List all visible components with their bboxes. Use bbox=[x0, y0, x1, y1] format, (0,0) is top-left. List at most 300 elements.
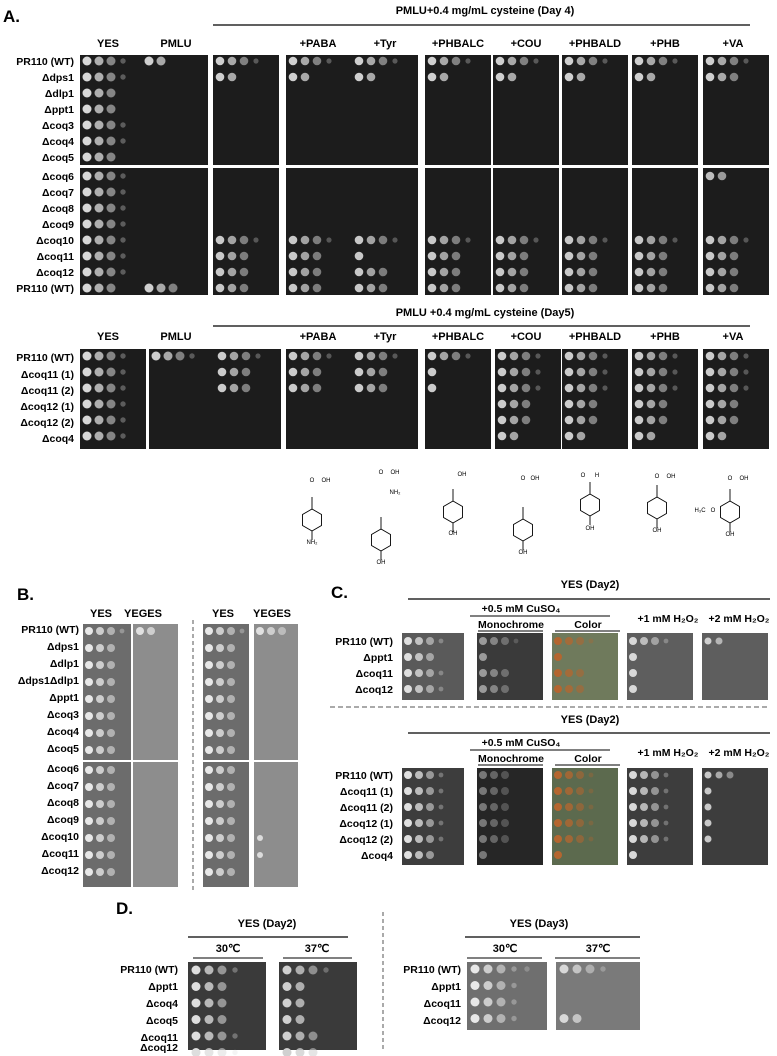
colony-spot bbox=[227, 729, 235, 737]
panel-a-top-plates bbox=[80, 55, 769, 295]
colony-spot bbox=[554, 819, 562, 827]
colony-spot bbox=[218, 982, 227, 991]
strain-label: Δdps1 bbox=[41, 72, 74, 84]
colony-spot bbox=[635, 73, 644, 82]
colony-spot bbox=[145, 57, 154, 66]
colony-spot bbox=[107, 783, 115, 791]
colony-spot bbox=[479, 787, 487, 795]
colony-spot bbox=[230, 368, 239, 377]
strain-label: Δcoq4 bbox=[145, 998, 178, 1010]
colony-spot bbox=[107, 137, 116, 146]
colony-spot bbox=[157, 284, 166, 293]
strain-label: Δcoq6 bbox=[41, 171, 74, 183]
colony-spot bbox=[589, 384, 598, 393]
colony-spot bbox=[205, 851, 213, 859]
colony-spot bbox=[718, 252, 727, 261]
strain-label: Δcoq4 bbox=[41, 136, 74, 148]
colony-spot bbox=[629, 653, 637, 661]
benzene-ring bbox=[372, 529, 391, 551]
colony-spot bbox=[659, 268, 668, 277]
colony-spot bbox=[83, 416, 92, 425]
plate-image bbox=[493, 55, 559, 165]
column-label: +VA bbox=[722, 38, 744, 50]
colony-spot bbox=[355, 284, 364, 293]
colony-spot bbox=[651, 771, 659, 779]
colony-spot bbox=[651, 803, 659, 811]
colony-spot bbox=[672, 385, 677, 390]
strain-label: PR110 (WT) bbox=[335, 636, 393, 648]
colony-spot bbox=[602, 353, 607, 358]
colony-spot bbox=[107, 384, 116, 393]
colony-spot bbox=[479, 819, 487, 827]
colony-spot bbox=[107, 220, 116, 229]
panel-a-top-header: PMLU+0.4 mg/mL cysteine (Day 4) bbox=[395, 5, 575, 17]
plate-image bbox=[702, 633, 768, 700]
colony-spot bbox=[706, 368, 715, 377]
colony-spot bbox=[227, 800, 235, 808]
chemical-structures bbox=[303, 470, 749, 566]
colony-spot bbox=[313, 252, 322, 261]
colony-spot bbox=[576, 685, 584, 693]
colony-spot bbox=[647, 432, 656, 441]
atom-label: OH bbox=[457, 472, 467, 478]
panel-c-top-row-labels bbox=[335, 636, 393, 696]
panel-d-right-row-labels bbox=[403, 964, 461, 1027]
colony-spot bbox=[83, 220, 92, 229]
colony-spot bbox=[565, 771, 573, 779]
strain-label: Δcoq12 bbox=[355, 684, 393, 696]
colony-spot bbox=[706, 384, 715, 393]
atom-label: O bbox=[580, 473, 586, 479]
colony-spot bbox=[664, 639, 669, 644]
plate-image bbox=[632, 168, 698, 295]
colony-spot bbox=[107, 678, 115, 686]
colony-spot bbox=[465, 353, 470, 358]
strain-label: Δcoq5 bbox=[145, 1015, 178, 1027]
colony-spot bbox=[706, 73, 715, 82]
colony-spot bbox=[706, 400, 715, 409]
colony-spot bbox=[629, 819, 637, 827]
colony-spot bbox=[216, 729, 224, 737]
colony-spot bbox=[508, 268, 517, 277]
strain-label: PR110 (WT) bbox=[403, 964, 461, 976]
colony-spot bbox=[706, 416, 715, 425]
colony-spot bbox=[242, 368, 251, 377]
colony-spot bbox=[479, 771, 487, 779]
colony-spot bbox=[230, 352, 239, 361]
colony-spot bbox=[228, 236, 237, 245]
colony-spot bbox=[301, 57, 310, 66]
atom-label: O bbox=[710, 508, 716, 514]
colony-spot bbox=[227, 868, 235, 876]
colony-spot bbox=[479, 803, 487, 811]
colony-spot bbox=[367, 284, 376, 293]
colony-spot bbox=[484, 981, 493, 990]
colony-spot bbox=[218, 999, 227, 1008]
cuso4-label: +0.5 mM CuSO₄ bbox=[481, 603, 561, 615]
colony-spot bbox=[589, 368, 598, 377]
colony-spot bbox=[216, 800, 224, 808]
colony-spot bbox=[589, 789, 594, 794]
colony-spot bbox=[565, 835, 573, 843]
colony-spot bbox=[218, 1032, 227, 1041]
colony-spot bbox=[240, 284, 249, 293]
colony-spot bbox=[718, 172, 727, 181]
colony-spot bbox=[415, 685, 423, 693]
color-label: Color bbox=[574, 619, 602, 631]
colony-spot bbox=[147, 627, 155, 635]
colony-spot bbox=[309, 966, 318, 975]
column-label: PMLU bbox=[160, 331, 192, 343]
colony-spot bbox=[496, 284, 505, 293]
colony-spot bbox=[232, 1033, 237, 1038]
colony-spot bbox=[95, 188, 104, 197]
colony-spot bbox=[554, 771, 562, 779]
temp-37-label: 37℃ bbox=[304, 943, 330, 955]
colony-spot bbox=[440, 252, 449, 261]
colony-spot bbox=[216, 695, 224, 703]
strain-label: Δcoq3 bbox=[41, 120, 74, 132]
colony-spot bbox=[490, 835, 498, 843]
colony-spot bbox=[664, 805, 669, 810]
colony-spot bbox=[96, 729, 104, 737]
column-label: +PHBALC bbox=[431, 38, 485, 50]
colony-spot bbox=[96, 627, 104, 635]
atom-label: OH bbox=[321, 478, 331, 484]
colony-spot bbox=[635, 352, 644, 361]
colony-spot bbox=[577, 384, 586, 393]
colony-spot bbox=[718, 432, 727, 441]
colony-spot bbox=[554, 653, 562, 661]
strain-label: Δcoq9 bbox=[41, 219, 74, 231]
colony-spot bbox=[95, 236, 104, 245]
colony-spot bbox=[452, 284, 461, 293]
colony-spot bbox=[573, 965, 582, 974]
colony-spot bbox=[205, 644, 213, 652]
colony-spot bbox=[705, 638, 712, 645]
colony-spot bbox=[498, 384, 507, 393]
panel-b bbox=[17, 585, 298, 890]
atom-label: O bbox=[309, 478, 315, 484]
colony-spot bbox=[428, 236, 437, 245]
colony-spot bbox=[635, 268, 644, 277]
colony-spot bbox=[95, 400, 104, 409]
colony-spot bbox=[205, 800, 213, 808]
atom-label: OH bbox=[448, 531, 458, 537]
colony-spot bbox=[718, 368, 727, 377]
strain-label: Δcoq12 (1) bbox=[339, 818, 393, 830]
colony-spot bbox=[520, 284, 529, 293]
strain-label: Δcoq11 (2) bbox=[339, 802, 393, 814]
colony-spot bbox=[313, 284, 322, 293]
colony-spot bbox=[659, 57, 668, 66]
colony-spot bbox=[706, 284, 715, 293]
strain-label: Δppt1 bbox=[49, 692, 79, 704]
monochrome-label: Monochrome bbox=[478, 619, 544, 631]
panel-d-left-plates bbox=[188, 962, 357, 1056]
colony-spot bbox=[240, 629, 245, 634]
colony-spot bbox=[283, 982, 292, 991]
column-label: +VA bbox=[722, 331, 744, 343]
colony-spot bbox=[216, 661, 224, 669]
colony-spot bbox=[107, 746, 115, 754]
colony-spot bbox=[573, 1014, 582, 1023]
colony-spot bbox=[227, 644, 235, 652]
colony-spot bbox=[718, 57, 727, 66]
strain-label: Δdps1Δdlp1 bbox=[17, 675, 79, 687]
strain-label: Δcoq11 bbox=[140, 1032, 178, 1044]
colony-spot bbox=[560, 965, 569, 974]
colony-spot bbox=[227, 851, 235, 859]
strain-label: PR110 (WT) bbox=[120, 964, 178, 976]
column-label: YES bbox=[96, 38, 120, 50]
colony-spot bbox=[205, 766, 213, 774]
colony-spot bbox=[647, 284, 656, 293]
colony-spot bbox=[496, 57, 505, 66]
colony-spot bbox=[629, 835, 637, 843]
panel-d-right-header: YES (Day3) bbox=[509, 918, 569, 930]
colony-spot bbox=[659, 284, 668, 293]
colony-spot bbox=[647, 416, 656, 425]
strain-label: Δcoq12 bbox=[36, 267, 74, 279]
colony-spot bbox=[565, 368, 574, 377]
plate-image bbox=[352, 349, 418, 449]
colony-spot bbox=[240, 236, 249, 245]
colony-spot bbox=[216, 834, 224, 842]
colony-spot bbox=[404, 637, 412, 645]
colony-spot bbox=[535, 385, 540, 390]
colony-spot bbox=[565, 352, 574, 361]
colony-spot bbox=[629, 669, 637, 677]
benzene-ring bbox=[648, 497, 667, 519]
colony-spot bbox=[565, 803, 573, 811]
colony-spot bbox=[301, 352, 310, 361]
colony-spot bbox=[565, 787, 573, 795]
colony-spot bbox=[554, 685, 562, 693]
colony-spot bbox=[730, 416, 739, 425]
colony-spot bbox=[522, 352, 531, 361]
colony-spot bbox=[205, 678, 213, 686]
colony-spot bbox=[589, 821, 594, 826]
column-label: +PHB bbox=[650, 331, 680, 343]
colony-spot bbox=[635, 368, 644, 377]
colony-spot bbox=[227, 834, 235, 842]
colony-spot bbox=[107, 368, 116, 377]
colony-spot bbox=[452, 352, 461, 361]
strain-label: PR110 (WT) bbox=[21, 624, 79, 636]
colony-spot bbox=[589, 268, 598, 277]
colony-spot bbox=[533, 237, 538, 242]
column-label: YEGES bbox=[253, 608, 291, 620]
colony-spot bbox=[83, 105, 92, 114]
colony-spot bbox=[635, 252, 644, 261]
colony-spot bbox=[145, 284, 154, 293]
colony-spot bbox=[484, 965, 493, 974]
colony-spot bbox=[289, 368, 298, 377]
benzene-ring bbox=[444, 501, 463, 523]
panel-b-row-labels bbox=[18, 624, 79, 877]
colony-spot bbox=[629, 787, 637, 795]
colony-spot bbox=[672, 353, 677, 358]
colony-spot bbox=[85, 627, 93, 635]
plate-image bbox=[477, 768, 543, 865]
atom-label: OH bbox=[390, 470, 400, 476]
colony-spot bbox=[576, 787, 584, 795]
colony-spot bbox=[471, 1014, 480, 1023]
colony-spot bbox=[192, 982, 201, 991]
colony-spot bbox=[313, 352, 322, 361]
colony-spot bbox=[577, 236, 586, 245]
colony-spot bbox=[664, 773, 669, 778]
colony-spot bbox=[659, 416, 668, 425]
colony-spot bbox=[490, 669, 498, 677]
colony-spot bbox=[589, 773, 594, 778]
colony-spot bbox=[120, 369, 125, 374]
colony-spot bbox=[107, 268, 116, 277]
plate-image bbox=[477, 633, 543, 700]
colony-spot bbox=[120, 253, 125, 258]
atom-label: NH₂ bbox=[389, 490, 401, 496]
colony-spot bbox=[392, 58, 397, 63]
panel-c-bottom-header: YES (Day2) bbox=[560, 714, 620, 726]
colony-spot bbox=[586, 965, 595, 974]
colony-spot bbox=[428, 352, 437, 361]
colony-spot bbox=[240, 57, 249, 66]
plate-image bbox=[627, 633, 693, 700]
colony-spot bbox=[718, 268, 727, 277]
strain-label: Δcoq9 bbox=[46, 814, 79, 826]
colony-spot bbox=[510, 416, 519, 425]
colony-spot bbox=[176, 352, 185, 361]
colony-spot bbox=[228, 284, 237, 293]
colony-spot bbox=[355, 368, 364, 377]
colony-spot bbox=[730, 268, 739, 277]
colony-spot bbox=[640, 819, 648, 827]
colony-spot bbox=[227, 766, 235, 774]
strain-label: Δcoq7 bbox=[41, 187, 74, 199]
colony-spot bbox=[95, 368, 104, 377]
colony-spot bbox=[301, 73, 310, 82]
colony-spot bbox=[120, 74, 125, 79]
colony-spot bbox=[415, 835, 423, 843]
colony-spot bbox=[629, 637, 637, 645]
atom-label: O bbox=[654, 474, 660, 480]
colony-spot bbox=[107, 432, 116, 441]
colony-spot bbox=[501, 835, 509, 843]
colony-spot bbox=[289, 236, 298, 245]
colony-spot bbox=[565, 432, 574, 441]
colony-spot bbox=[479, 851, 487, 859]
atom-label: OH bbox=[376, 560, 386, 566]
colony-spot bbox=[107, 800, 115, 808]
colony-spot bbox=[120, 401, 125, 406]
strain-label: Δdps1 bbox=[46, 641, 79, 653]
column-label: +PHB bbox=[650, 38, 680, 50]
colony-spot bbox=[602, 369, 607, 374]
colony-spot bbox=[647, 236, 656, 245]
colony-spot bbox=[415, 819, 423, 827]
colony-spot bbox=[440, 352, 449, 361]
colony-spot bbox=[659, 352, 668, 361]
colony-spot bbox=[107, 695, 115, 703]
strain-label: Δppt1 bbox=[148, 981, 178, 993]
strain-label: Δcoq12 (2) bbox=[339, 834, 393, 846]
colony-spot bbox=[554, 669, 562, 677]
colony-spot bbox=[501, 771, 509, 779]
colony-spot bbox=[629, 771, 637, 779]
cuso4-label: +0.5 mM CuSO₄ bbox=[481, 737, 561, 749]
colony-spot bbox=[85, 729, 93, 737]
plate-image bbox=[425, 349, 491, 449]
colony-spot bbox=[439, 639, 444, 644]
colony-spot bbox=[107, 172, 116, 181]
plate-image bbox=[425, 168, 491, 295]
colony-spot bbox=[283, 999, 292, 1008]
colony-spot bbox=[107, 352, 116, 361]
colony-spot bbox=[205, 712, 213, 720]
column-label: +PABA bbox=[299, 331, 337, 343]
colony-spot bbox=[510, 352, 519, 361]
colony-spot bbox=[85, 644, 93, 652]
colony-spot bbox=[228, 252, 237, 261]
colony-spot bbox=[107, 661, 115, 669]
colony-spot bbox=[96, 661, 104, 669]
colony-spot bbox=[428, 73, 437, 82]
colony-spot bbox=[554, 803, 562, 811]
strain-label: Δcoq12 bbox=[140, 1042, 178, 1054]
strain-label: Δcoq7 bbox=[46, 780, 79, 792]
colony-spot bbox=[157, 57, 166, 66]
colony-spot bbox=[496, 252, 505, 261]
colony-spot bbox=[367, 73, 376, 82]
colony-spot bbox=[576, 803, 584, 811]
panel-c-top-plates bbox=[402, 633, 768, 700]
colony-spot bbox=[589, 639, 594, 644]
colony-spot bbox=[83, 268, 92, 277]
colony-spot bbox=[647, 252, 656, 261]
colony-spot bbox=[120, 221, 125, 226]
colony-spot bbox=[301, 236, 310, 245]
panel-b-plates bbox=[83, 624, 298, 887]
plate-image bbox=[493, 168, 559, 295]
colony-spot bbox=[589, 236, 598, 245]
colony-spot bbox=[216, 57, 225, 66]
panel-a-letter: A. bbox=[3, 7, 20, 26]
colony-spot bbox=[240, 268, 249, 277]
colony-spot bbox=[479, 835, 487, 843]
atom-label: OH bbox=[518, 550, 528, 556]
panel-d-letter: D. bbox=[116, 899, 133, 918]
colony-spot bbox=[647, 384, 656, 393]
colony-spot bbox=[107, 817, 115, 825]
column-label: +PHBALD bbox=[568, 38, 622, 50]
colony-spot bbox=[257, 852, 263, 858]
colony-spot bbox=[169, 284, 178, 293]
colony-spot bbox=[313, 57, 322, 66]
colony-spot bbox=[379, 284, 388, 293]
plate-image bbox=[215, 349, 281, 449]
colony-spot bbox=[296, 966, 305, 975]
strain-label: Δcoq10 bbox=[41, 831, 79, 843]
colony-spot bbox=[85, 678, 93, 686]
colony-spot bbox=[95, 384, 104, 393]
colony-spot bbox=[589, 416, 598, 425]
colony-spot bbox=[95, 57, 104, 66]
colony-spot bbox=[647, 57, 656, 66]
colony-spot bbox=[216, 627, 224, 635]
colony-spot bbox=[83, 172, 92, 181]
colony-spot bbox=[85, 695, 93, 703]
